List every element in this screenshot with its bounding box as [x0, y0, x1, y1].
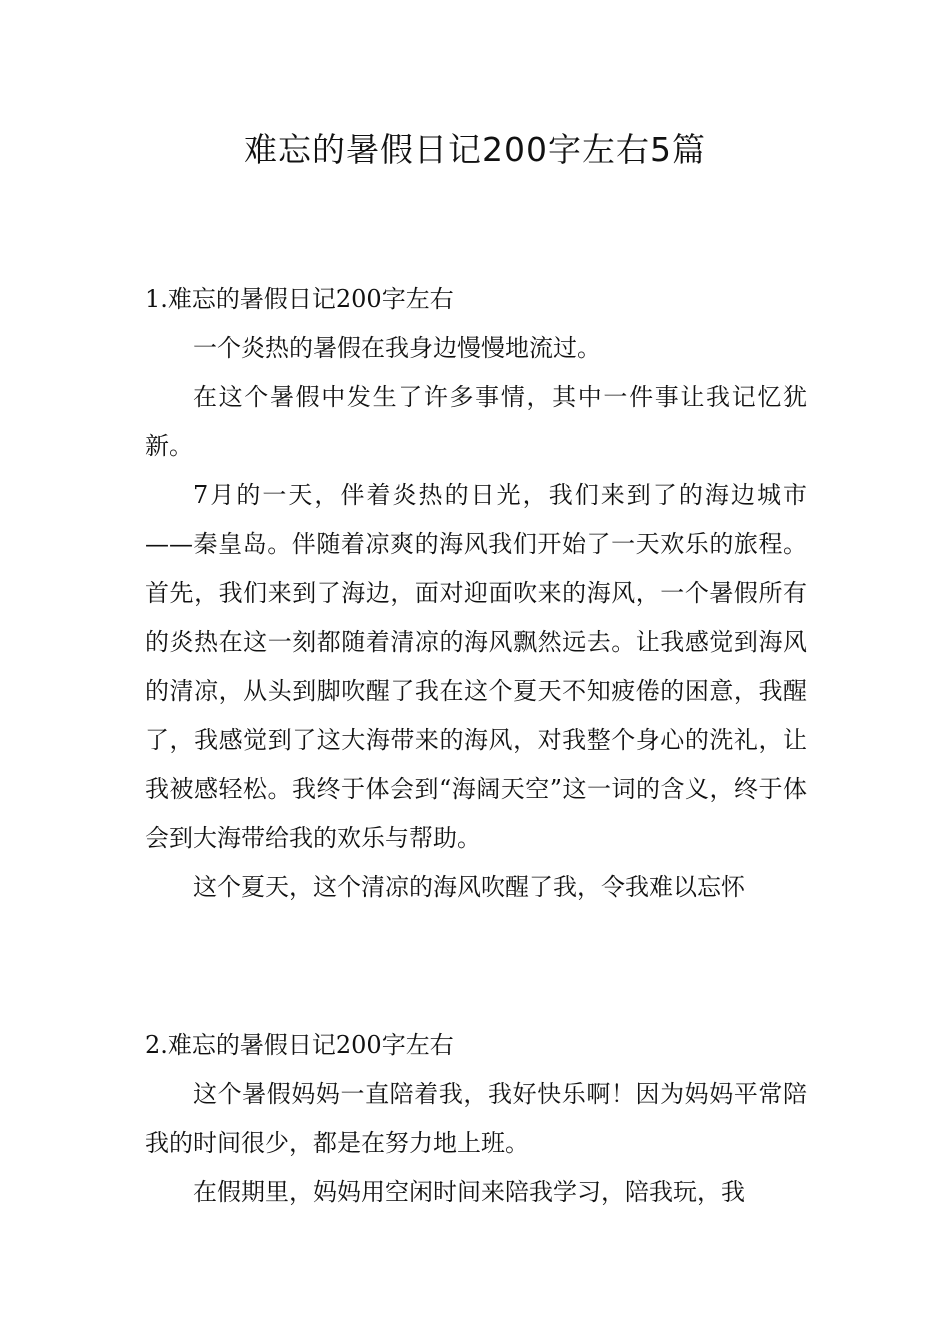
paragraph: 在这个暑假中发生了许多事情，其中一件事让我记忆犹新。	[145, 383, 807, 460]
paragraph: 一个炎热的暑假在我身边慢慢地流过。	[193, 334, 601, 362]
paragraph: 这个暑假妈妈一直陪着我，我好快乐啊！因为妈妈平常陪我的时间很少，都是在努力地上班。	[145, 1080, 807, 1157]
paragraph: 这个夏天，这个清凉的海风吹醒了我，令我难以忘怀	[193, 873, 745, 901]
section-heading: 2.难忘的暑假日记200字左右	[145, 1031, 454, 1059]
paragraph: 在假期里，妈妈用空闲时间来陪我学习，陪我玩，我	[193, 1178, 745, 1206]
paragraph: 7月的一天，伴着炎热的日光，我们来到了的海边城市——秦皇岛。伴随着凉爽的海风我们开始了一天欢乐的旅程。首先，我们来到了海边，面对迎面吹来的海风，一个暑假所有的炎热在这一刻都随着清凉的海风飘然远去。让我感觉到海风的清凉，从头到脚吹醒了我在这个夏天不知疲倦的困意，我醒了，我感觉到了这大海带来的海风，对我整个身心的洗礼，让我被感轻松。我终于体会到“海阔天空”这一词的含义，终于体会到大海带给我的欢乐与帮助。	[145, 481, 807, 852]
diary-section-2	[145, 1021, 807, 1217]
document-title: 难忘的暑假日记200字左右5篇	[244, 130, 706, 169]
diary-section-1	[145, 275, 807, 912]
section-heading: 1.难忘的暑假日记200字左右	[145, 285, 454, 313]
